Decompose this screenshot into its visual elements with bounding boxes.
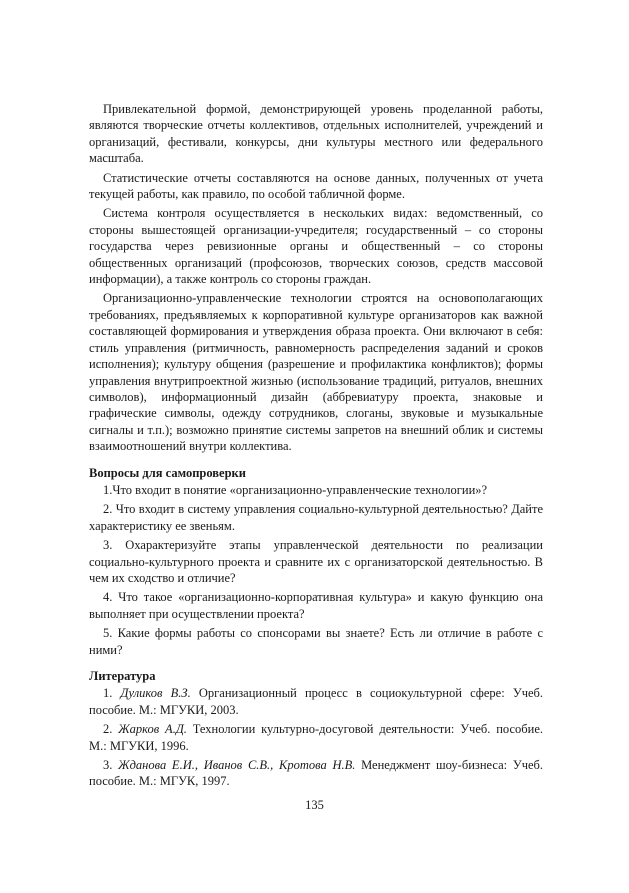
question-item: 2. Что входит в систему управления социально-культурной деятельностью? Дайте характеристику ее звеньям. bbox=[89, 502, 543, 533]
question-item: 4. Что такое «организационно-корпоративная культура» и какую функцию она выполняет при осуществлении проекта? bbox=[89, 590, 543, 621]
literature-number: 2. bbox=[103, 722, 113, 737]
literature-item bbox=[89, 685, 543, 718]
literature-item bbox=[89, 757, 543, 790]
page-number: 135 bbox=[305, 798, 324, 812]
body-paragraph: Система контроля осуществляется в нескольких видах: ведомственный, со стороны вышестоящей организации-учредителя; государственный – со стороны государства через ревизионные органы и общественный – со стороны общественных организаций (профсоюзов, творческих союзов, средств массовой информации), а также контроль со стороны граждан. bbox=[89, 206, 543, 287]
literature-authors: Дуликов В.З. bbox=[120, 686, 191, 701]
question-item: 5. Какие формы работы со спонсорами вы знаете? Есть ли отличие в работе с ними? bbox=[89, 626, 543, 657]
body-paragraph: Привлекательной формой, демонстрирующей уровень проделанной работы, являются творческие отчеты коллективов, отдельных исполнителей, учреждений и организаций, фестивали, конкурсы, дни культуры местного или федерального масштаба. bbox=[89, 102, 543, 166]
questions-heading: Вопросы для самопроверки bbox=[89, 465, 246, 480]
body-paragraph: Статистические отчеты составляются на основе данных, полученных от учета текущей работы, как правило, по особой табличной форме. bbox=[89, 170, 543, 202]
question-item: 1.Что входит в понятие «организационно-управленческие технологии»? bbox=[103, 482, 488, 497]
literature-heading: Литература bbox=[89, 669, 156, 683]
literature-details: Менеджмент шоу-бизнеса: Учеб. пособие. М.: МГУК, 1997. bbox=[89, 758, 544, 789]
literature-number: 3. bbox=[103, 758, 113, 773]
literature-authors: Жарков А.Д. bbox=[118, 722, 187, 737]
literature-details: Организационный процесс в социокультурной сфере: Учеб. пособие. М.: МГУКИ, 2003. bbox=[89, 686, 544, 717]
page-content bbox=[89, 101, 543, 793]
literature-authors: Жданова Е.И., Иванов С.В., Кротова Н.В. bbox=[118, 758, 356, 773]
body-paragraph: Организационно-управленческие технологии строятся на основополагающих требованиях, предъявляемых к корпоративной культуре организаторов как важной составляющей формирования и утверждения образа проекта. Они включают в себя: стиль управления (ритмичность, равномерность распределения заданий и сроков исполнения); культуру общения (разрешение и профилактика конфликтов); формы управления внутрипроектной жизнью (использование традиций, ритуалов, внешних символов), информационный дизайн (аббревиатуру проекта, знаковые и графические символы, одежду сотрудников, слоганы, звуковые и музыкальные сигналы и т.п.); возможно принятие системы запретов на внешний облик и системы взаимоотношений внутри коллектива. bbox=[89, 291, 543, 454]
literature-number: 1. bbox=[103, 686, 113, 701]
literature-item bbox=[89, 721, 543, 754]
literature-details: Технологии культурно-досуговой деятельности: Учеб. пособие. М.: МГУКИ, 1996. bbox=[89, 722, 543, 753]
question-item: 3. Охарактеризуйте этапы управленческой деятельности по реализации социально-культурного проекта и сравните их с организаторской деятельностью. В чем их сходство и отличие? bbox=[89, 538, 543, 585]
